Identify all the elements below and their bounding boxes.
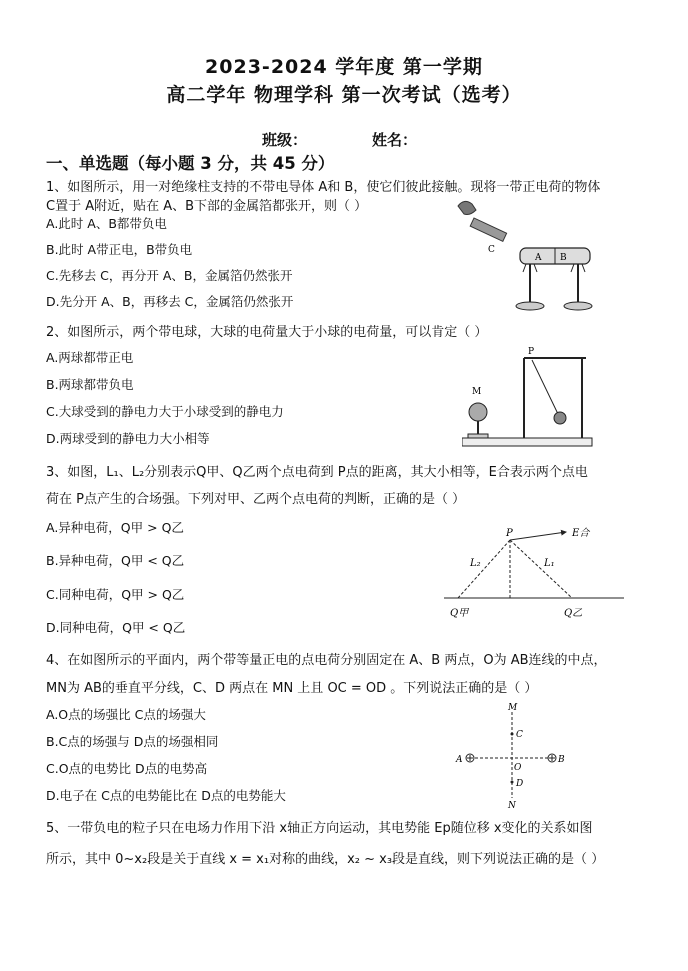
q3-option-a: A.异种电荷，Q甲 > Q乙 bbox=[46, 520, 184, 535]
q4-label-a: A bbox=[456, 755, 463, 765]
q2-option-d: D.两球受到的静电力大小相等 bbox=[46, 431, 210, 446]
q3-label-l1: L₁ bbox=[544, 558, 555, 569]
q2-label-p: P bbox=[528, 347, 535, 357]
q4-label-d: D bbox=[516, 779, 524, 789]
exam-title-line2: 高二学年 物理学科 第一次考试（选考） bbox=[166, 84, 522, 106]
q4-stem-line1: 4、在如图所示的平面内，两个带等量正电的点电荷分别固定在 A、B 两点，O为 AB连线的中点， bbox=[46, 653, 607, 668]
q1-option-a: A.此时 A、B都带负电 bbox=[46, 216, 167, 231]
q1-stem-line1: 1、如图所示，用一对绝缘柱支持的不带电导体 A和 B，使它们彼此接触。现将一带正电荷的物体 bbox=[46, 180, 601, 195]
class-label: 班级： bbox=[262, 131, 308, 149]
q3-option-c: C.同种电荷，Q甲 > Q乙 bbox=[46, 587, 185, 602]
q3-label-q-jia: Q甲 bbox=[450, 608, 469, 619]
q1-label-a: A bbox=[535, 253, 542, 263]
q4-label-c: C bbox=[516, 730, 523, 740]
q2-stem-line1: 2、如图所示，两个带电球，大球的电荷量大于小球的电荷量，可以肯定（ ） bbox=[46, 325, 488, 340]
q2-figure-charged-balls bbox=[462, 344, 602, 450]
q1-label-c: C bbox=[488, 245, 495, 255]
section-heading-single-choice: 一、单选题（每小题 3 分，共 45 分） bbox=[46, 154, 335, 173]
q5-stem-line2: 所示，其中 0~x₂段是关于直线 x = x₁对称的曲线，x₂ ~ x₃段是直线，则下列说法正确的是（ ） bbox=[46, 852, 605, 867]
q4-option-d: D.电子在 C点的电势能比在 D点的电势能大 bbox=[46, 788, 286, 803]
q5-stem-line1: 5、一带负电的粒子只在电场力作用下沿 x轴正方向运动，其电势能 Ep随位移 x变化的关系如图 bbox=[46, 821, 593, 836]
q3-label-l2: L₂ bbox=[470, 558, 481, 569]
q4-label-b: B bbox=[558, 755, 565, 765]
q1-label-b: B bbox=[560, 253, 567, 263]
q4-option-c: C.O点的电势比 D点的电势高 bbox=[46, 761, 208, 776]
q3-option-d: D.同种电荷，Q甲 < Q乙 bbox=[46, 620, 186, 635]
q4-label-o: O bbox=[514, 763, 522, 773]
q1-option-d: D.先分开 A、B，再移去 C，金属箔仍然张开 bbox=[46, 294, 294, 309]
q4-stem-line2: MN为 AB的垂直平分线，C、D 两点在 MN 上且 OC = OD 。下列说法正确的是（ ） bbox=[46, 681, 538, 696]
q3-stem-line1: 3、如图，L₁、L₂分别表示Q甲、Q乙两个点电荷到 P点的距离，其大小相等，E合表示两个点电 bbox=[46, 465, 588, 480]
q2-label-m: M bbox=[472, 387, 482, 397]
q3-label-p: P bbox=[506, 528, 513, 539]
q2-option-c: C.大球受到的静电力大于小球受到的静电力 bbox=[46, 404, 284, 419]
q3-figure-field-triangle bbox=[440, 526, 630, 622]
q1-option-c: C.先移去 C，再分开 A、B，金属箔仍然张开 bbox=[46, 268, 293, 283]
q2-option-a: A.两球都带正电 bbox=[46, 350, 134, 365]
name-label: 姓名： bbox=[372, 131, 418, 149]
q1-figure-conductors bbox=[450, 196, 610, 320]
q4-option-b: B.C点的场强与 D点的场强相同 bbox=[46, 734, 219, 749]
q3-label-e-total: E合 bbox=[572, 528, 590, 539]
q4-label-n: N bbox=[508, 801, 516, 810]
exam-title-line1: 2023-2024 学年度 第一学期 bbox=[205, 56, 483, 78]
q3-stem-line2: 荷在 P点产生的合场强。下列对甲、乙两个点电荷的判断，正确的是（ ） bbox=[46, 492, 466, 507]
q4-option-a: A.O点的场强比 C点的场强大 bbox=[46, 707, 206, 722]
q1-stem-line2: C置于 A附近，贴在 A、B下部的金属箔都张开，则（ ） bbox=[46, 199, 368, 214]
q4-label-m: M bbox=[508, 703, 518, 713]
q1-option-b: B.此时 A带正电，B带负电 bbox=[46, 242, 193, 257]
q3-label-q-yi: Q乙 bbox=[564, 608, 583, 619]
q3-option-b: B.异种电荷，Q甲 < Q乙 bbox=[46, 553, 185, 568]
q4-figure-two-charges bbox=[452, 700, 572, 810]
q2-option-b: B.两球都带负电 bbox=[46, 377, 134, 392]
